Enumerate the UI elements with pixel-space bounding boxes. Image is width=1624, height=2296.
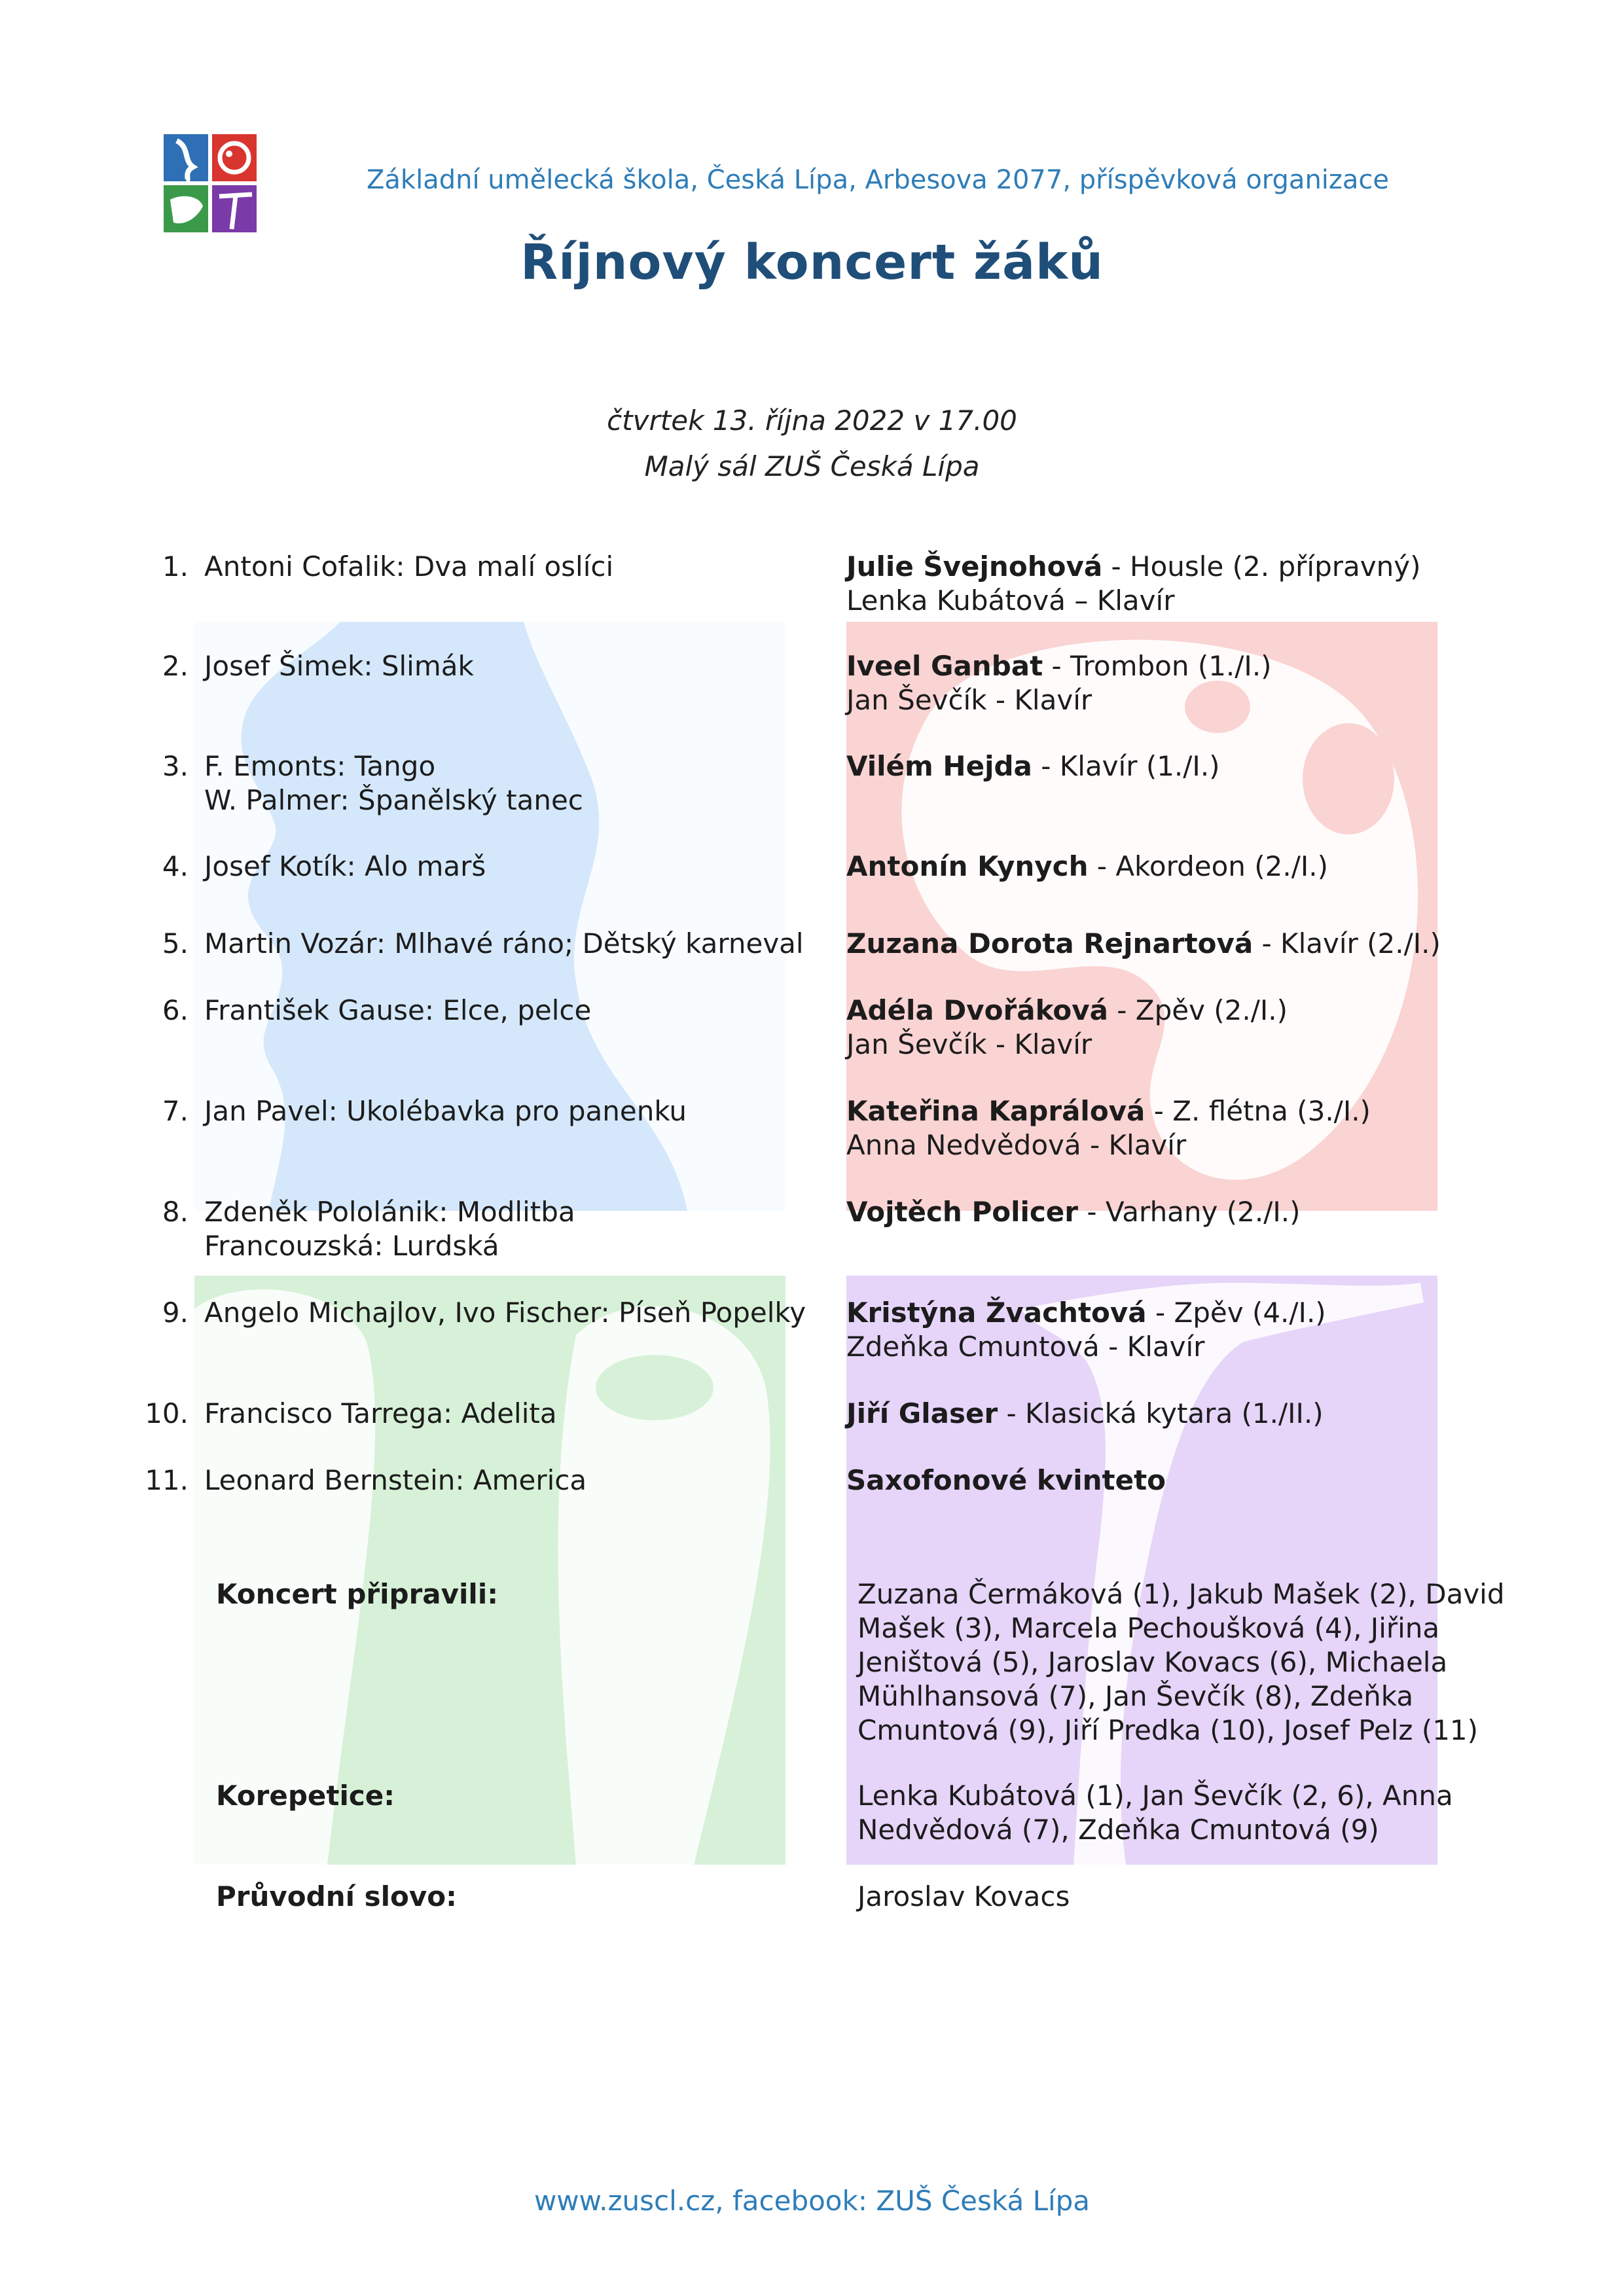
performer-name: Julie Švejnohová [846,550,1103,583]
performer-name: Zuzana Dorota Rejnartová [846,927,1254,960]
performer-detail: - Z. flétna (3./I.) [1145,1095,1371,1127]
item-number: 8. [162,1196,189,1228]
accompanist: Zdeňka Cmuntová - Klavír [846,1331,1205,1363]
piece-title: Josef Šimek: Slimák [204,650,474,682]
accompanist: Jan Ševčík - Klavír [846,1028,1092,1060]
performer-name: Saxofonové kvinteto [846,1464,1166,1496]
performer-name: Jiří Glaser [846,1397,998,1429]
prepared-line: Zuzana Čermáková (1), Jakub Mašek (2), David [857,1578,1505,1610]
item-number: 10. [145,1397,189,1429]
prepared-line: Cmuntová (9), Jiří Predka (10), Josef Pelz (11) [857,1714,1479,1746]
accompanist: Jan Ševčík - Klavír [846,684,1092,716]
piece-title: Antoni Cofalik: Dva malí oslíci [204,550,614,583]
performer-detail: - Zpěv (4./I.) [1146,1297,1326,1329]
korepetice-line: Nedvědová (7), Zdeňka Cmuntová (9) [857,1814,1379,1846]
item-number: 1. [162,550,189,583]
korepetice-label: Korepetice: [216,1780,395,1812]
performer-name: Iveel Ganbat [846,650,1043,682]
item-number: 5. [162,927,189,960]
item-number: 9. [162,1297,189,1329]
accompanist: Anna Nedvědová - Klavír [846,1129,1187,1161]
performer-detail: - Varhany (2./I.) [1077,1196,1301,1228]
piece-title: František Gause: Elce, pelce [204,994,592,1026]
piece-title: Josef Kotík: Alo marš [204,850,486,882]
performer-name: Vojtěch Policer [846,1196,1078,1228]
concert-venue: Malý sál ZUŠ Česká Lípa [644,450,980,482]
performer-name: Kristýna Žvachtová [846,1297,1147,1329]
piece-title: F. Emonts: Tango [204,750,436,782]
performer-name: Vilém Hejda [846,750,1032,782]
piece-title: Martin Vozár: Mlhavé ráno; Dětský karneval [204,927,804,960]
item-number: 6. [162,994,189,1026]
piece-title: Francouzská: Lurdská [204,1230,499,1262]
performer-detail: - Housle (2. přípravný) [1102,550,1421,583]
performer-name: Antonín Kynych [846,850,1089,882]
performer-detail: - Klavír (1./I.) [1032,750,1220,782]
accompanist: Lenka Kubátová – Klavír [846,584,1175,617]
school-logo-icon [164,134,257,232]
prepared-line: Mühlhansová (7), Jan Ševčík (8), Zdeňka [857,1680,1414,1712]
page-title: Říjnový koncert žáků [520,234,1104,291]
performer-detail: - Klasická kytara (1./II.) [998,1397,1324,1429]
performer-detail: - Klavír (2./I.) [1253,927,1441,960]
performer-detail: - Zpěv (2./I.) [1108,994,1288,1026]
piece-title: Francisco Tarrega: Adelita [204,1397,557,1429]
prepared-line: Mašek (3), Marcela Pechoušková (4), Jiřina [857,1612,1440,1644]
concert-date: čtvrtek 13. října 2022 v 17.00 [607,404,1017,437]
speech-label: Průvodní slovo: [216,1880,457,1912]
performer-detail: - Trombon (1./I.) [1043,650,1272,682]
piece-title: Jan Pavel: Ukolébavka pro panenku [204,1095,687,1127]
korepetice-line: Lenka Kubátová (1), Jan Ševčík (2, 6), Anna [857,1780,1453,1812]
prepared-label: Koncert připravili: [216,1578,499,1610]
performer-name: Kateřina Kaprálová [846,1095,1146,1127]
performer-name: Adéla Dvořáková [846,994,1108,1026]
piece-title: W. Palmer: Španělský tanec [204,784,583,816]
item-number: 7. [162,1095,189,1127]
footer-links[interactable]: www.zuscl.cz, facebook: ZUŠ Česká Lípa [533,2185,1091,2217]
performer-detail: - Akordeon (2./I.) [1088,850,1329,882]
item-number: 11. [145,1464,189,1496]
piece-title: Leonard Bernstein: America [204,1464,587,1496]
piece-title: Zdeněk Pololánik: Modlitba [204,1196,575,1228]
item-number: 4. [162,850,189,882]
prepared-line: Jeništová (5), Jaroslav Kovacs (6), Michaela [857,1646,1448,1678]
school-name: Základní umělecká škola, Česká Lípa, Arbesova 2077, příspěvková organizace [367,165,1390,195]
item-number: 3. [162,750,189,782]
piece-title: Angelo Michajlov, Ivo Fischer: Píseň Popelky [204,1297,806,1329]
speech-value: Jaroslav Kovacs [857,1880,1070,1912]
item-number: 2. [162,650,189,682]
